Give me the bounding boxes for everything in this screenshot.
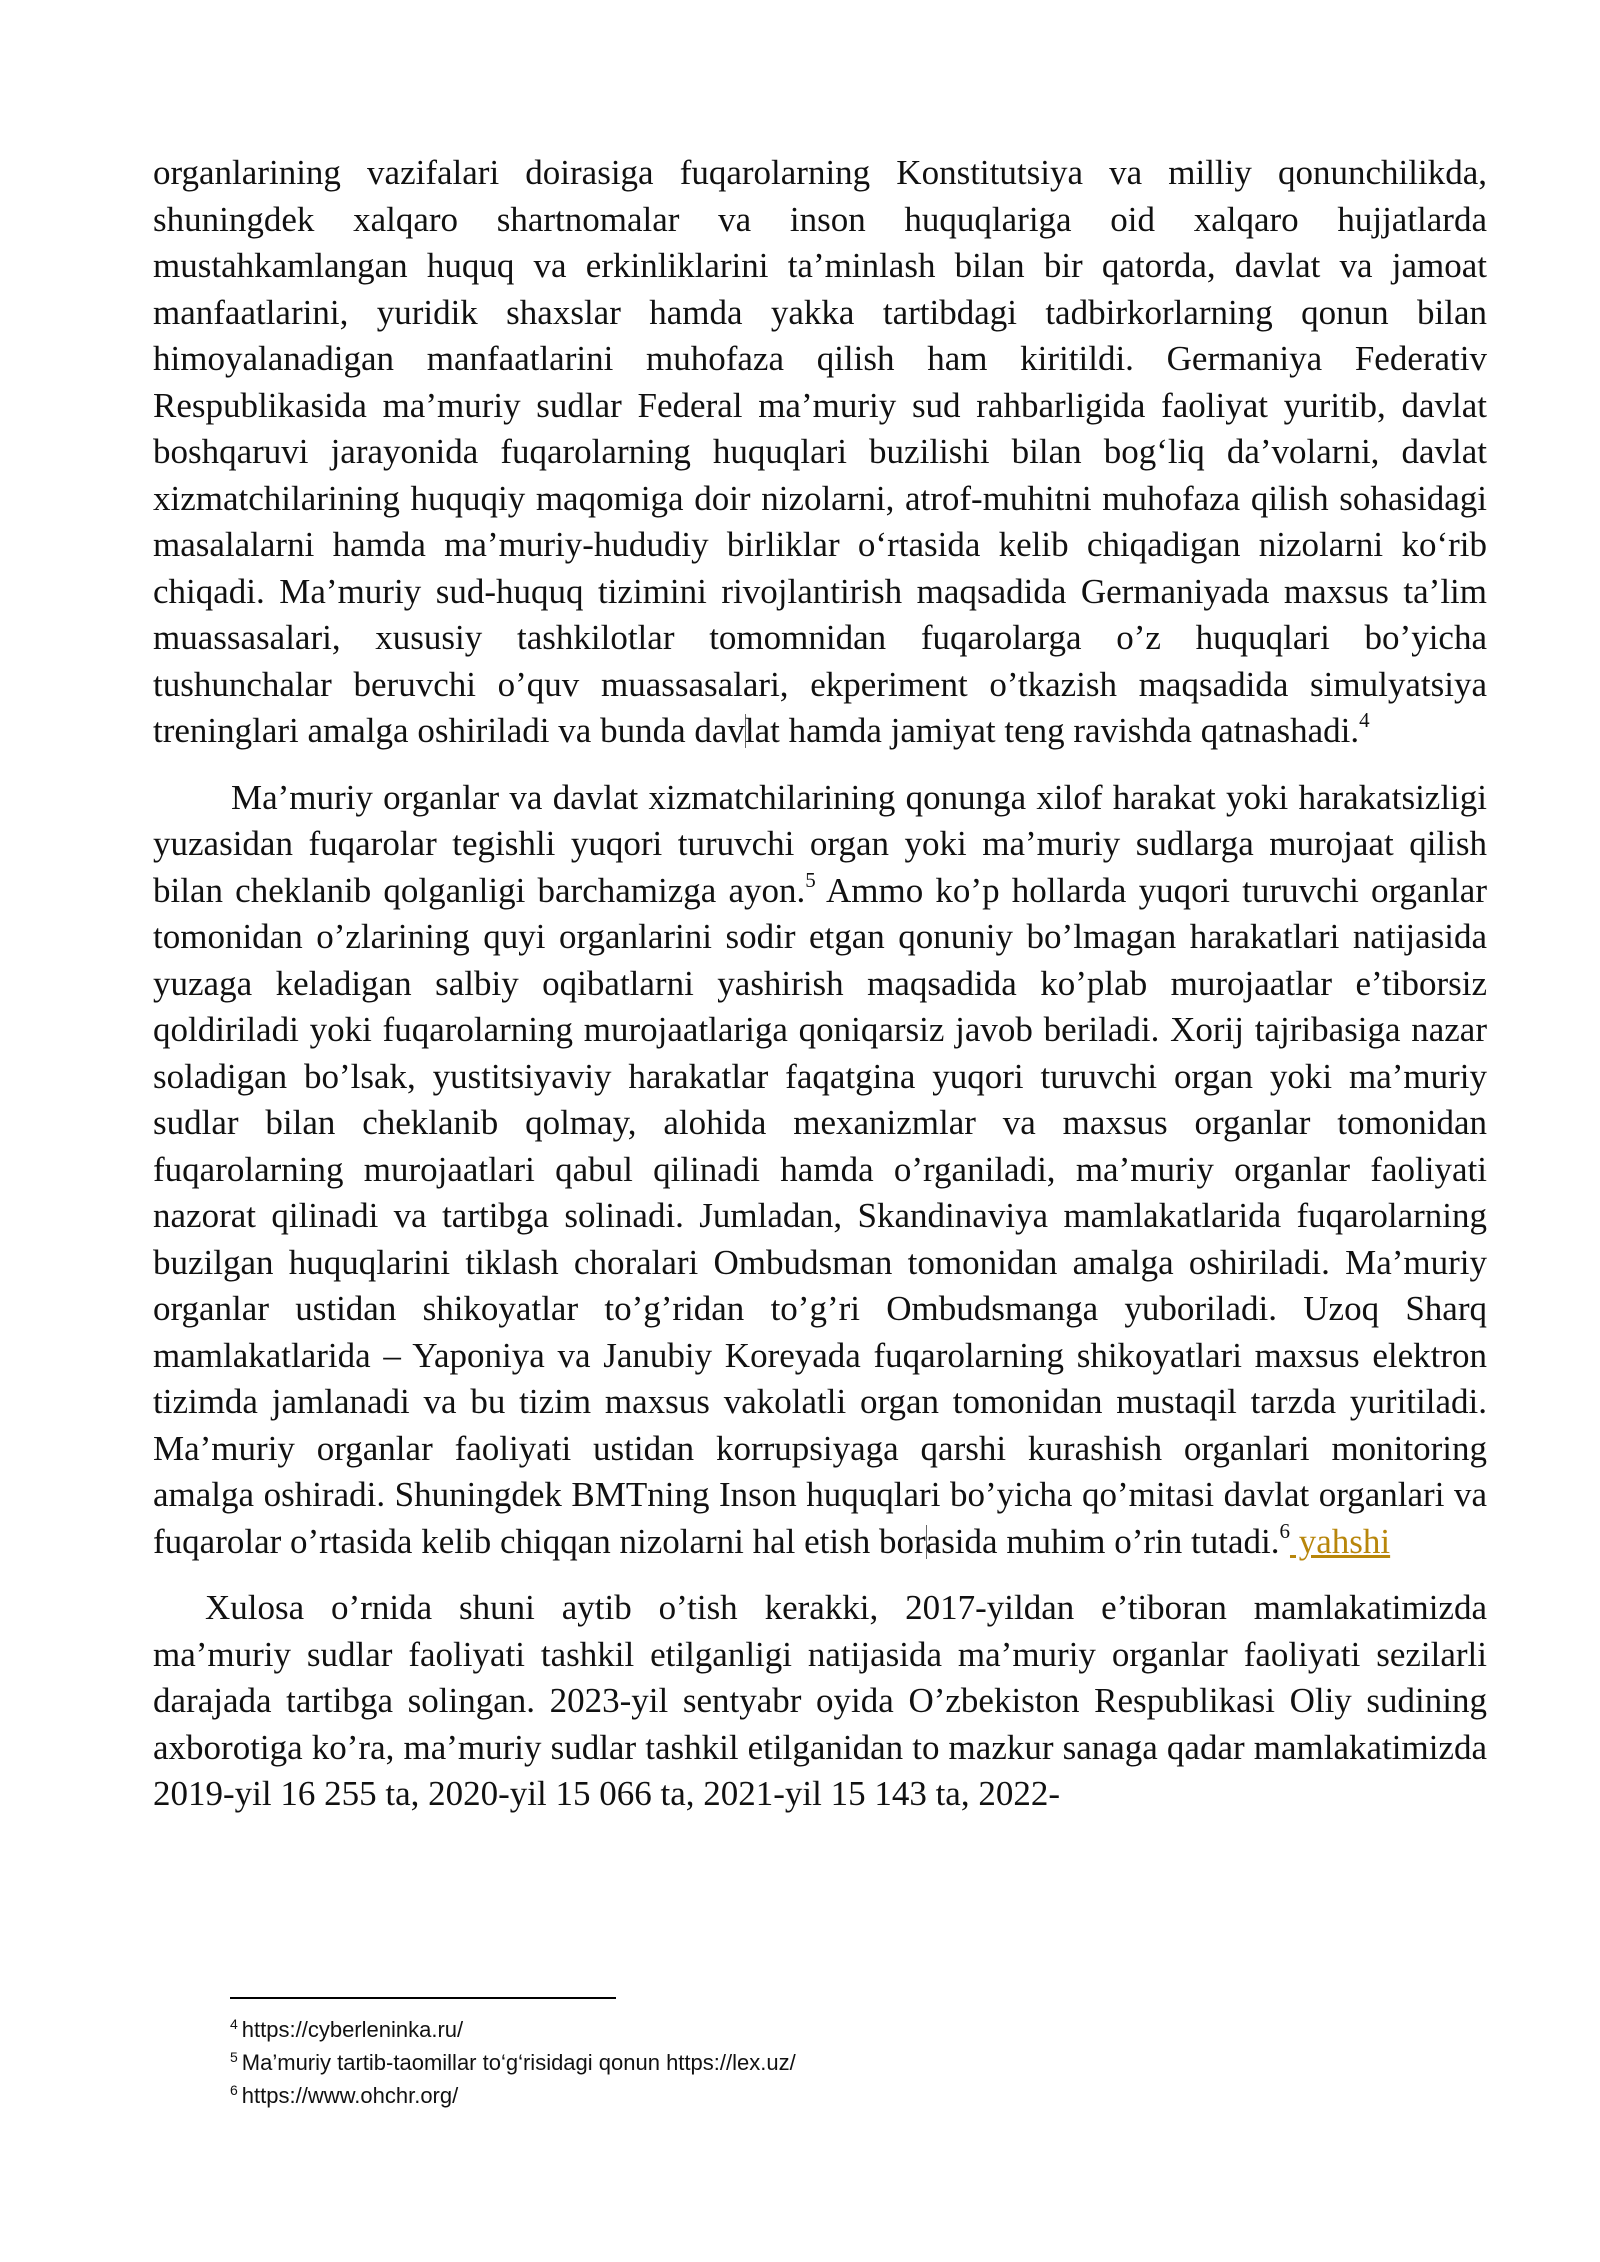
tracked-change-2[interactable]: yahshi	[1289, 1521, 1391, 1561]
footnote-number: 6	[230, 2081, 238, 2098]
footnote-link[interactable]: https://cyberleninka.ru/	[241, 2017, 464, 2042]
footnote-6	[230, 2079, 1330, 2112]
paragraph-3	[153, 1585, 1487, 1818]
paragraph-1	[153, 150, 1487, 755]
footnote-4	[230, 2013, 1330, 2046]
footnote-5	[230, 2046, 1330, 2079]
footnote-ref-4[interactable]: 4	[1359, 708, 1370, 733]
paragraph-1-text-a: organlarining vazifalari doirasiga fuqarolarning Konstitutsiya va milliy qonunchilikda, shuningdek xalqaro shartnomalar va inson huquqlariga oid xalqaro hujjatlarda mustahkamlangan huquq va erkinliklarini ta’minlash bilan bir qatorda, davlat va jamoat manfaatlarini, yuridik shaxslar hamda yakka tartibdagi tadbirkorlarning qonun bilan himoyalanadigan manfaatlarini muhofaza qilish ham kiritildi. Germaniya Federativ Respublikasida ma’muriy sudlar Federal ma’muriy sud rahbarligida faoliyat yuritib, davlat boshqaruvi jarayonida fuqarolarning huquqlari buzilishi bilan bog‘liq da’volarni, davlat xizmatchilarining huquqiy maqomiga doir nizolarni, atrof-muhitni muhofaza qilish sohasidagi masalalarni hamda ma’muriy-hududiy birliklar o‘rtasida kelib chiqadigan nizolarni ko‘rib chiqadi. Ma’muriy sud-huquq tizimini rivojlantirish maqsadida Germaniyada maxsus ta’lim muassasalari, xususiy tashkilotlar tomomnidan fuqarolarga o’z huquqlari bo’yicha tushunchalar beruvchi o’quv muassasalari, ekperiment o’tkazish maqsadida simulyatsiya treninglari amalga oshiriladi va bunda dav	[153, 153, 1487, 750]
paragraph-2-text-c: asida muhim o’rin tutadi.	[925, 1521, 1280, 1561]
paragraph-3-text: Xulosa o’rnida shuni aytib o’tish kerakki, 2017-yildan e’tiboran mamlakatimizda ma’muriy sudlar faoliyati tashkil etilganligi natijasida ma’muriy organlar faoliyati sezilarli darajada tartibga solingan. 2023-yil sentyabr oyida O’zbekiston Respublikasi Oliy sudining axborotiga ko’ra, ma’muriy sudlar tashkil etilganidan to mazkur sanaga qadar mamlakatimizda 2019-yil 16 255 ta, 2020-yil 15 066 ta, 2021-yil 15 143 ta, 2022-	[153, 1588, 1487, 1813]
footnote-link[interactable]: https://www.ohchr.org/	[241, 2083, 459, 2108]
footnote-text[interactable]: Ma’muriy tartib-taomillar to‘g‘risidagi qonun https://lex.uz/	[241, 2050, 796, 2075]
paragraph-2-text-b: Ammo ko’p hollarda yuqori turuvchi organlar tomonidan o’zlarining quyi organlarini sodir etgan qonuniy bo’lmagan harakatlari natijasida yuzaga keladigan salbiy oqibatlarni yashirish maqsadida ko’plab murojaatlar e’tiborsiz qoldiriladi yoki fuqarolarning murojaatlariga qoniqarsiz javob beriladi. Xorij tajribasiga nazar soladigan bo’lsak, yustitsiyaviy harakatlar faqatgina yuqori turuvchi organ yoki ma’muriy sudlar bilan cheklanib qolmay, alohida mexanizmlar va maxsus organlar tomonidan fuqarolarning murojaatlari qabul qilinadi hamda o’rganiladi, ma’muriy organlar faoliyati nazorat qilinadi va tartibga solinadi. Jumladan, Skandinaviya mamlakatlarida fuqarolarning buzilgan huquqlarini tiklash choralari Ombudsman tomonidan amalga oshiriladi. Ma’muriy organlar ustidan shikoyatlar to’g’ridan to’g’ri Ombudsmanga yuboriladi. Uzoq Sharq mamlakatlarida – Yaponiya va Janubiy Koreyada fuqarolarning shikoyatlari maxsus elektron tizimda jamlanadi va bu tizim maxsus vakolatli organ tomonidan mustaqil tarzda yuritiladi. Ma’muriy organlar faoliyati ustidan korrupsiyaga qarshi kurashish organlari monitoring amalga oshiradi. Shuningdek BMTning Inson huquqlari bo’yicha qo’mitasi davlat organlari va fuqarolar o’rtasida kelib chiqqan nizolarni hal etish bor	[153, 870, 1487, 1561]
body-text	[153, 150, 1487, 1818]
footnote-separator	[230, 1997, 616, 1999]
footnote-number: 4	[230, 2015, 238, 2032]
footnote-ref-6[interactable]: 6	[1279, 1518, 1290, 1543]
footnote-number: 5	[230, 2048, 238, 2065]
paragraph-2-text-a: Ma’muriy organlar va davlat xizmatchilarining qonunga xilof harakat yoki harakatsizligi yuzasidan fuqarolar tegishli yuqori turuvchi organ yoki ma’muriy sudlarga murojaat qilish bilan cheklanib qolganligi barchamizga ayon.	[153, 777, 1487, 910]
paragraph-1-text-b: lat hamda jamiyat teng ravishda qatnashadi.	[744, 711, 1360, 750]
footnote-ref-5[interactable]: 5	[805, 867, 816, 892]
paragraph-2	[153, 775, 1487, 1566]
footnotes	[230, 2013, 1330, 2112]
